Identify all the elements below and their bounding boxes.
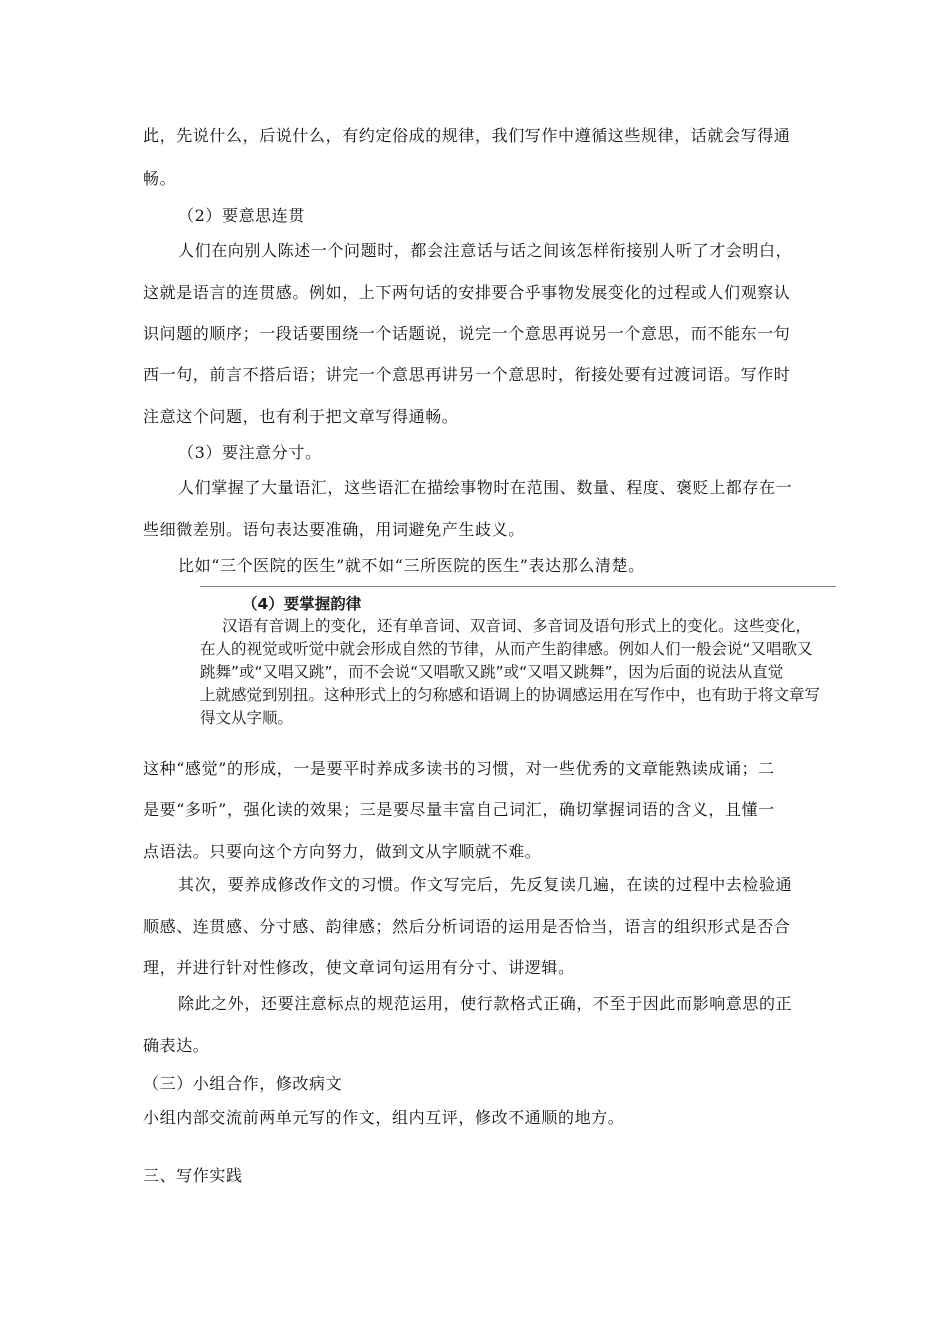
- text-line: 是要“多听”，强化读的效果；三是要尽量丰富自己词汇，确切掌握词语的含义，且懂一: [143, 800, 775, 819]
- text-line: 确表达。: [143, 1036, 210, 1055]
- text-line: 这种“感觉”的形成，一是要平时养成多读书的习惯，对一些优秀的文章能熟读成诵；二: [143, 759, 775, 778]
- text-line: 些细微差别。语句表达要准确，用词避免产生歧义。: [143, 520, 525, 539]
- text-line: 这就是语言的连贯感。例如，上下两句话的安排要合乎事物发展变化的过程或人们观察认: [143, 283, 791, 302]
- inset-line: 得文从字顺。: [200, 709, 294, 727]
- text-line: 此，先说什么，后说什么，有约定俗成的规律，我们写作中遵循这些规律，话就会写得通: [143, 126, 791, 145]
- text-line: 识问题的顺序；一段话要围绕一个话题说，说完一个意思再说另一个意思，而不能东一句: [143, 324, 791, 343]
- inset-line: 跳舞”或“又唱又跳”，而不会说“又唱歌又跳”或“又唱又跳舞”，因为后面的说法从直觉: [200, 663, 784, 681]
- section-heading: 三、写作实践: [143, 1166, 243, 1185]
- text-line: 小组内部交流前两单元写的作文，组内互评，修改不通顺的地方。: [143, 1108, 625, 1127]
- text-line: 西一句，前言不搭后语；讲完一个意思再讲另一个意思时，衔接处要有过渡词语。写作时: [143, 365, 791, 384]
- inset-line: 在人的视觉或听觉中就会形成自然的节律，从而产生韵律感。例如人们一般会说“又唱歌又: [200, 640, 813, 658]
- text-line: 畅。: [143, 169, 177, 188]
- text-line: 人们在向别人陈述一个问题时，都会注意话与话之间该怎样衔接别人听了才会明白，: [178, 241, 793, 260]
- inset-title: （4）要掌握韵律: [242, 595, 362, 613]
- text-line: 除此之外，还要注意标点的规范运用，使行款格式正确，不至于因此而影响意思的正: [178, 994, 793, 1013]
- inset-line: 汉语有音调上的变化，还有单音词、双音词、多音词及语句形式上的变化。这些变化，: [222, 617, 812, 635]
- text-line: 顺感、连贯感、分寸感、韵律感；然后分析词语的运用是否恰当，语言的组织形式是否合: [143, 917, 791, 936]
- text-line: 点语法。只要向这个方向努力，做到文从字顺就不难。: [143, 842, 542, 861]
- section-heading: （3）要注意分寸。: [178, 443, 322, 462]
- text-line: 比如“三个医院的医生”就不如“三所医院的医生”表达那么清楚。: [178, 556, 645, 575]
- divider: [200, 586, 836, 587]
- text-line: 其次，要养成修改作文的习惯。作文写完后，先反复读几遍，在读的过程中去检验通: [178, 875, 793, 894]
- inset-line: 上就感觉到别扭。这种形式上的匀称感和语调上的协调感运用在写作中，也有助于将文章写: [200, 686, 821, 704]
- text-line: 人们掌握了大量语汇，这些语汇在描绘事物时在范围、数量、程度、褒贬上都存在一: [178, 478, 793, 497]
- section-heading: （三）小组合作，修改病文: [143, 1074, 343, 1093]
- text-line: 理，并进行针对性修改，使文章词句运用有分寸、讲逻辑。: [143, 958, 575, 977]
- section-heading: （2）要意思连贯: [178, 206, 305, 225]
- text-line: 注意这个问题，也有利于把文章写得通畅。: [143, 407, 459, 426]
